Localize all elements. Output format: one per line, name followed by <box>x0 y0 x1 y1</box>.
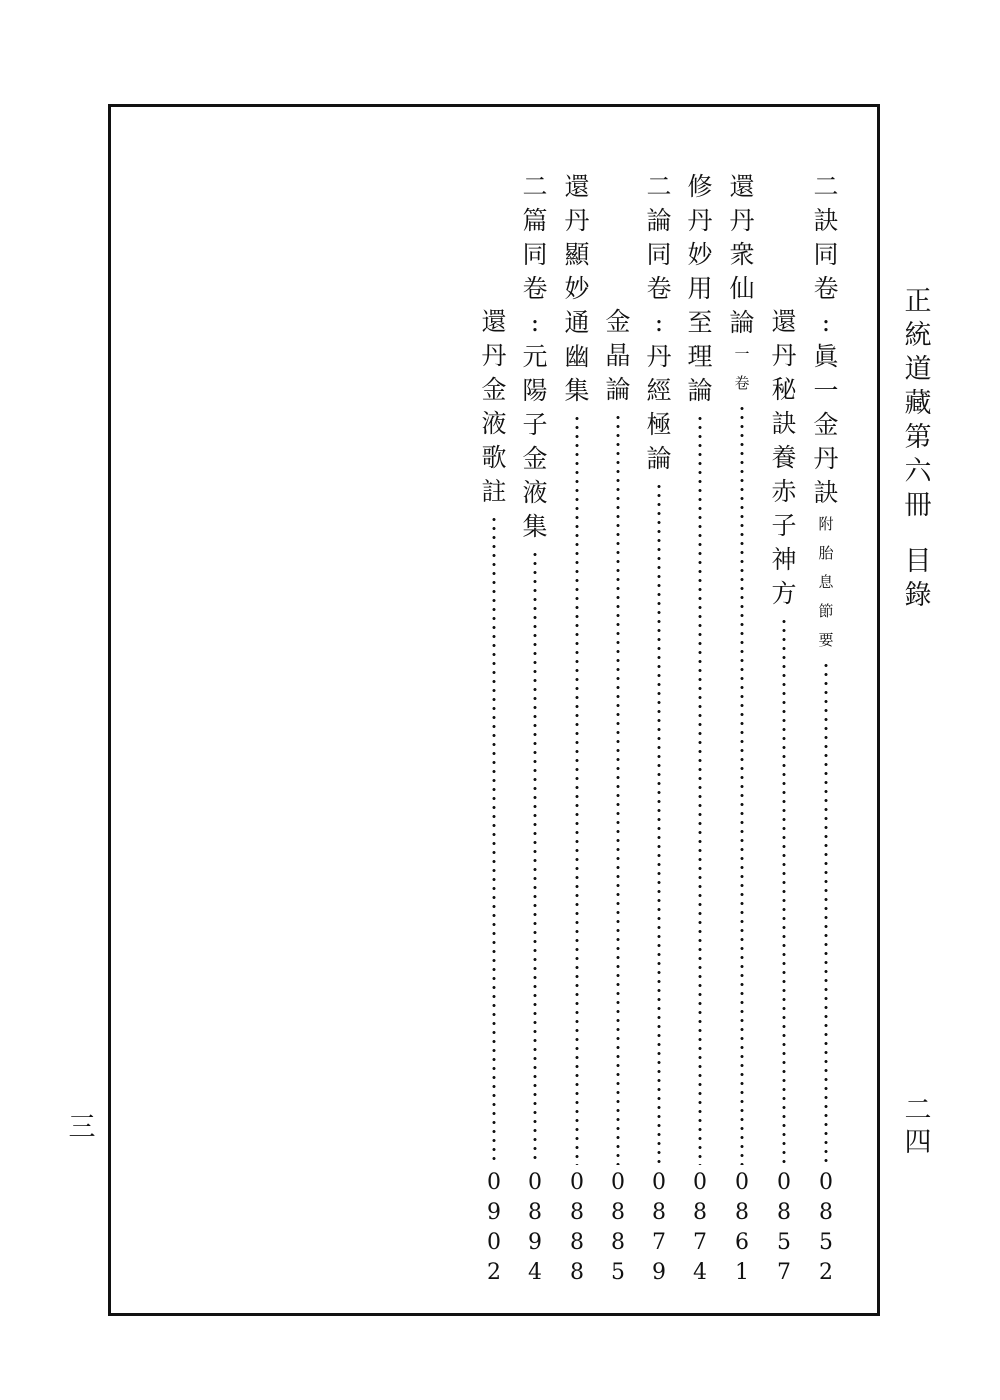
title-char: 仙 <box>729 274 755 303</box>
title-char: 還 <box>564 172 590 201</box>
page-digit: 2 <box>487 1260 501 1285</box>
title-char: 晶 <box>605 341 631 370</box>
entry-title <box>646 170 671 476</box>
header-char: 統 <box>904 320 932 351</box>
note-char: 息 <box>818 573 834 591</box>
title-char: 用 <box>687 274 713 303</box>
title-char: 訣 <box>813 478 839 507</box>
title-char: 訣 <box>771 409 797 438</box>
entry-title <box>564 170 589 408</box>
title-char: 同 <box>646 240 672 269</box>
entry-page-number <box>647 1168 671 1288</box>
leader-dots <box>533 550 537 1165</box>
toc-entry <box>474 305 514 509</box>
page-digit: 8 <box>777 1200 791 1225</box>
title-char: 顯 <box>564 240 590 269</box>
page-digit: 5 <box>611 1260 625 1285</box>
title-char: 妙 <box>564 274 590 303</box>
title-char: 論 <box>646 444 672 473</box>
title-char: 子 <box>522 410 548 439</box>
title-char: 液 <box>522 478 548 507</box>
header-char: 正 <box>904 286 932 317</box>
header-char: 目 <box>904 546 932 577</box>
toc-entry <box>764 305 804 611</box>
title-char: 二 <box>646 172 672 201</box>
page-digit: 0 <box>528 1170 542 1195</box>
entry-title <box>813 170 838 510</box>
page-digit: 9 <box>528 1230 542 1255</box>
title-char: 丹 <box>771 341 797 370</box>
page-digit: 8 <box>735 1200 749 1225</box>
entry-title <box>522 170 547 544</box>
title-char: 還 <box>771 307 797 336</box>
note-char: 卷 <box>734 374 750 392</box>
title-char: 養 <box>771 443 797 472</box>
title-char: 丹 <box>729 206 755 235</box>
header-char: 藏 <box>904 388 932 419</box>
page-digit: 4 <box>528 1260 542 1285</box>
toc-entry <box>806 170 846 655</box>
leader-dots <box>782 617 786 1165</box>
title-char: 經 <box>646 376 672 405</box>
title-char: 修 <box>687 172 713 201</box>
header-char: 錄 <box>904 580 932 611</box>
toc-entry <box>557 170 597 408</box>
page-digit: 4 <box>693 1260 707 1285</box>
title-char: 赤 <box>771 477 797 506</box>
title-char: 二 <box>522 172 548 201</box>
title-char: 卷 <box>813 274 839 303</box>
title-char: : <box>530 308 540 337</box>
page-digit: 8 <box>570 1200 584 1225</box>
title-char: 元 <box>522 342 548 371</box>
entry-title <box>687 170 712 408</box>
toc-entry <box>722 170 762 398</box>
title-char: 極 <box>646 410 672 439</box>
title-char: 論 <box>646 206 672 235</box>
title-char: 卷 <box>522 274 548 303</box>
page-digit: 8 <box>693 1200 707 1225</box>
title-char: 訣 <box>813 206 839 235</box>
title-char: 金 <box>481 375 507 404</box>
title-char: 論 <box>729 308 755 337</box>
page-digit: 0 <box>777 1170 791 1195</box>
title-char: : <box>654 308 664 337</box>
page-digit: 0 <box>611 1170 625 1195</box>
title-char: : <box>821 308 831 337</box>
title-char: 篇 <box>522 206 548 235</box>
title-char: 論 <box>687 376 713 405</box>
toc-entry <box>639 170 679 476</box>
title-char: 通 <box>564 308 590 337</box>
title-char: 眞 <box>813 342 839 371</box>
toc-entry <box>680 170 720 408</box>
title-char: 同 <box>522 240 548 269</box>
title-char: 還 <box>729 172 755 201</box>
page-digit: 0 <box>652 1170 666 1195</box>
page-digit: 9 <box>487 1200 501 1225</box>
note-char: 胎 <box>818 544 834 562</box>
title-char: 丹 <box>564 206 590 235</box>
title-char: 金 <box>605 307 631 336</box>
page-digit: 0 <box>735 1170 749 1195</box>
title-char: 卷 <box>646 274 672 303</box>
note-char: 一 <box>734 345 750 363</box>
leader-dots <box>740 404 744 1165</box>
leader-dots <box>616 413 620 1165</box>
header-char: 六 <box>904 456 932 487</box>
entry-page-number <box>772 1168 796 1288</box>
leader-dots <box>657 482 661 1165</box>
page-digit: 8 <box>819 1200 833 1225</box>
title-char: 集 <box>522 512 548 541</box>
page-digit: 0 <box>693 1170 707 1195</box>
toc-entry <box>515 170 555 544</box>
page-digit: 0 <box>487 1230 501 1255</box>
header-char: 冊 <box>904 490 932 521</box>
title-char: 金 <box>522 444 548 473</box>
running-header <box>900 285 936 613</box>
title-char: 集 <box>564 376 590 405</box>
title-char: 同 <box>813 240 839 269</box>
entry-note <box>734 340 749 398</box>
header-char: 道 <box>904 354 932 385</box>
note-char: 附 <box>818 515 834 533</box>
title-char: 衆 <box>729 240 755 269</box>
page-digit: 5 <box>819 1230 833 1255</box>
entry-page-number <box>688 1168 712 1288</box>
title-char: 液 <box>481 409 507 438</box>
page-number: 三 <box>68 1112 96 1143</box>
title-char: 至 <box>687 308 713 337</box>
page-digit: 8 <box>652 1200 666 1225</box>
page-digit: 8 <box>611 1200 625 1225</box>
title-char: 註 <box>481 477 507 506</box>
page-digit: 8 <box>528 1200 542 1225</box>
page-digit: 0 <box>487 1170 501 1195</box>
leader-dots <box>824 661 828 1165</box>
leader-dots <box>575 414 579 1165</box>
page-digit: 6 <box>735 1230 749 1255</box>
title-char: 理 <box>687 342 713 371</box>
title-char: 方 <box>771 579 797 608</box>
leaf-number: 二 四 <box>904 1095 932 1158</box>
page-digit: 5 <box>777 1230 791 1255</box>
note-char: 節 <box>818 602 834 620</box>
title-char: 二 <box>813 172 839 201</box>
page-digit: 7 <box>693 1230 707 1255</box>
entry-page-number <box>482 1168 506 1288</box>
note-char: 要 <box>818 631 834 649</box>
entry-page-number <box>565 1168 589 1288</box>
page-digit: 7 <box>777 1260 791 1285</box>
toc-entry <box>598 305 638 407</box>
title-char: 丹 <box>687 206 713 235</box>
entry-page-number <box>730 1168 754 1288</box>
leader-dots <box>698 414 702 1165</box>
page-digit: 8 <box>611 1230 625 1255</box>
entry-note <box>818 510 833 655</box>
title-char: 幽 <box>564 342 590 371</box>
title-char: 陽 <box>522 376 548 405</box>
entry-page-number <box>523 1168 547 1288</box>
page-digit: 2 <box>819 1260 833 1285</box>
entry-title <box>481 305 506 509</box>
title-char: 論 <box>605 375 631 404</box>
leader-dots <box>492 515 496 1165</box>
page-digit: 0 <box>570 1170 584 1195</box>
title-char: 妙 <box>687 240 713 269</box>
page-digit: 8 <box>570 1230 584 1255</box>
page-digit: 1 <box>735 1260 749 1285</box>
header-char: 第 <box>904 422 932 453</box>
entry-title <box>605 305 630 407</box>
title-char: 子 <box>771 511 797 540</box>
entry-title <box>729 170 754 340</box>
title-char: 還 <box>481 307 507 336</box>
entry-title <box>771 305 796 611</box>
title-char: 金 <box>813 410 839 439</box>
page-digit: 8 <box>570 1260 584 1285</box>
page-digit: 9 <box>652 1260 666 1285</box>
title-char: 歌 <box>481 443 507 472</box>
title-char: 神 <box>771 545 797 574</box>
page-digit: 0 <box>819 1170 833 1195</box>
title-char: 丹 <box>481 341 507 370</box>
page-digit: 7 <box>652 1230 666 1255</box>
title-char: 丹 <box>813 444 839 473</box>
title-char: 秘 <box>771 375 797 404</box>
entry-page-number <box>814 1168 838 1288</box>
entry-page-number <box>606 1168 630 1288</box>
title-char: 丹 <box>646 342 672 371</box>
title-char: 一 <box>813 376 839 405</box>
